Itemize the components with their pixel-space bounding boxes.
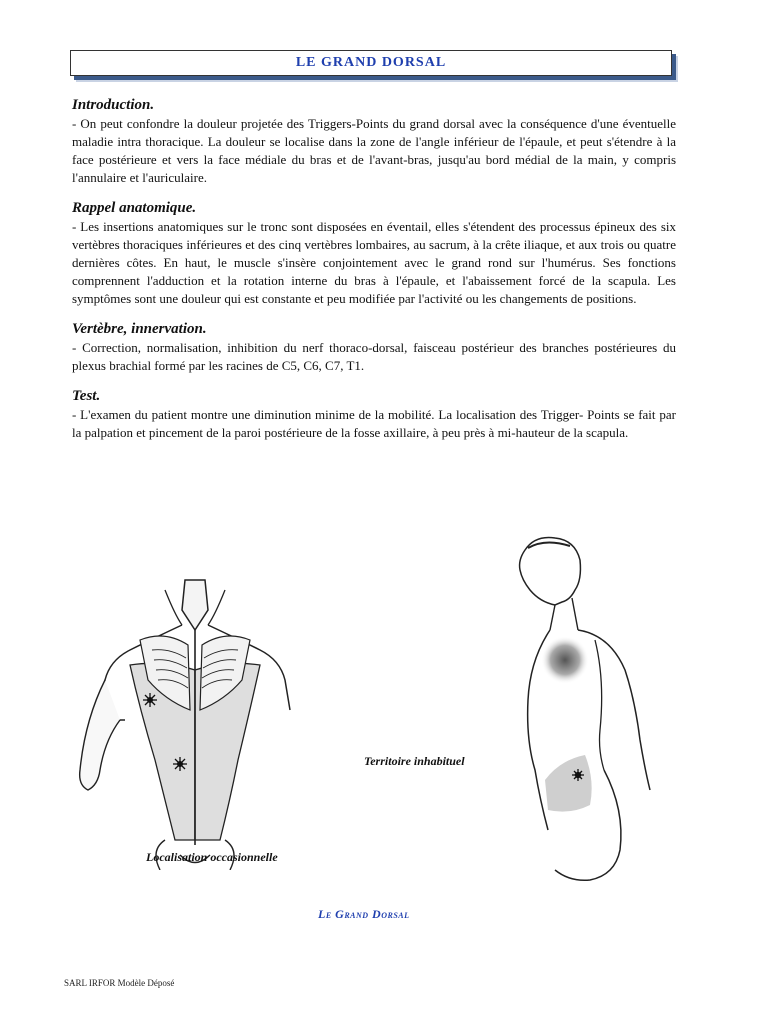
trigger-point-lower [173,757,187,771]
section-text-rappel-anatomique: - Les insertions anatomiques sur le tronc sont disposées en éventail, elles s'étendent des processus épineux des six vertèbres thoraciques inférieures et des cinq vertèbres lombaires, au sacrum, à la crête iliaque, et aux trois ou quatre dernières côtes. En haut, le muscle s'insère conjointement avec le grand rond sur l'humérus. Ses fonctions comprennent l'adduction et la rotation interne du bras à l'épaule, et l'abaissement forcé de la scapula. Les symptômes sont une douleur qui est constante et peu modifiée par l'activité ou les changements de positions. [72,219,676,306]
footer-text: SARL IRFOR Modèle Déposé [64,978,175,988]
document-body [72,96,676,454]
page-title: LE GRAND DORSAL [70,50,672,76]
anatomy-figure [0,520,768,960]
trigger-point-upper [143,693,157,707]
section-text-introduction: - On peut confondre la douleur projetée des Triggers-Points du grand dorsal avec la conséquence d'une éventuelle maladie intra thoracique. La douleur se localise dans la zone de l'angle inférieur de l'épaule, et peut s'étendre à la face postérieure et vers la face médiale du bras et de l'avant-bras, jusqu'au bord médial de la main, y compris l'annulaire et l'auriculaire. [72,116,676,185]
figure-title: Le Grand Dorsal [318,907,410,921]
caption-localisation: Localisation occasionnelle [146,850,278,864]
side-view-illustration [500,530,680,900]
section-heading-vertebre-innervation: Vertèbre, innervation. [72,321,207,337]
back-view-illustration [70,570,310,870]
section-text-vertebre-innervation: - Correction, normalisation, inhibition du nerf thoraco-dorsal, faisceau postérieur des branches postérieures du plexus brachial formé par les racines de C5, C6, C7, T1. [72,340,676,373]
section-heading-rappel-anatomique: Rappel anatomique. [72,200,197,216]
section-text-test: - L'examen du patient montre une diminution minime de la mobilité. La localisation des Trigger- Points se fait par la palpation et pincement de la paroi postérieure de la fosse axillaire, à peu près à mi-hauteur de la scapula. [72,407,676,440]
section-heading-test: Test. [72,388,101,404]
section-heading-introduction: Introduction. [72,97,155,113]
pain-zone-lower [545,755,592,812]
caption-territoire: Territoire inhabituel [364,754,465,768]
pain-zone-upper [541,636,589,684]
